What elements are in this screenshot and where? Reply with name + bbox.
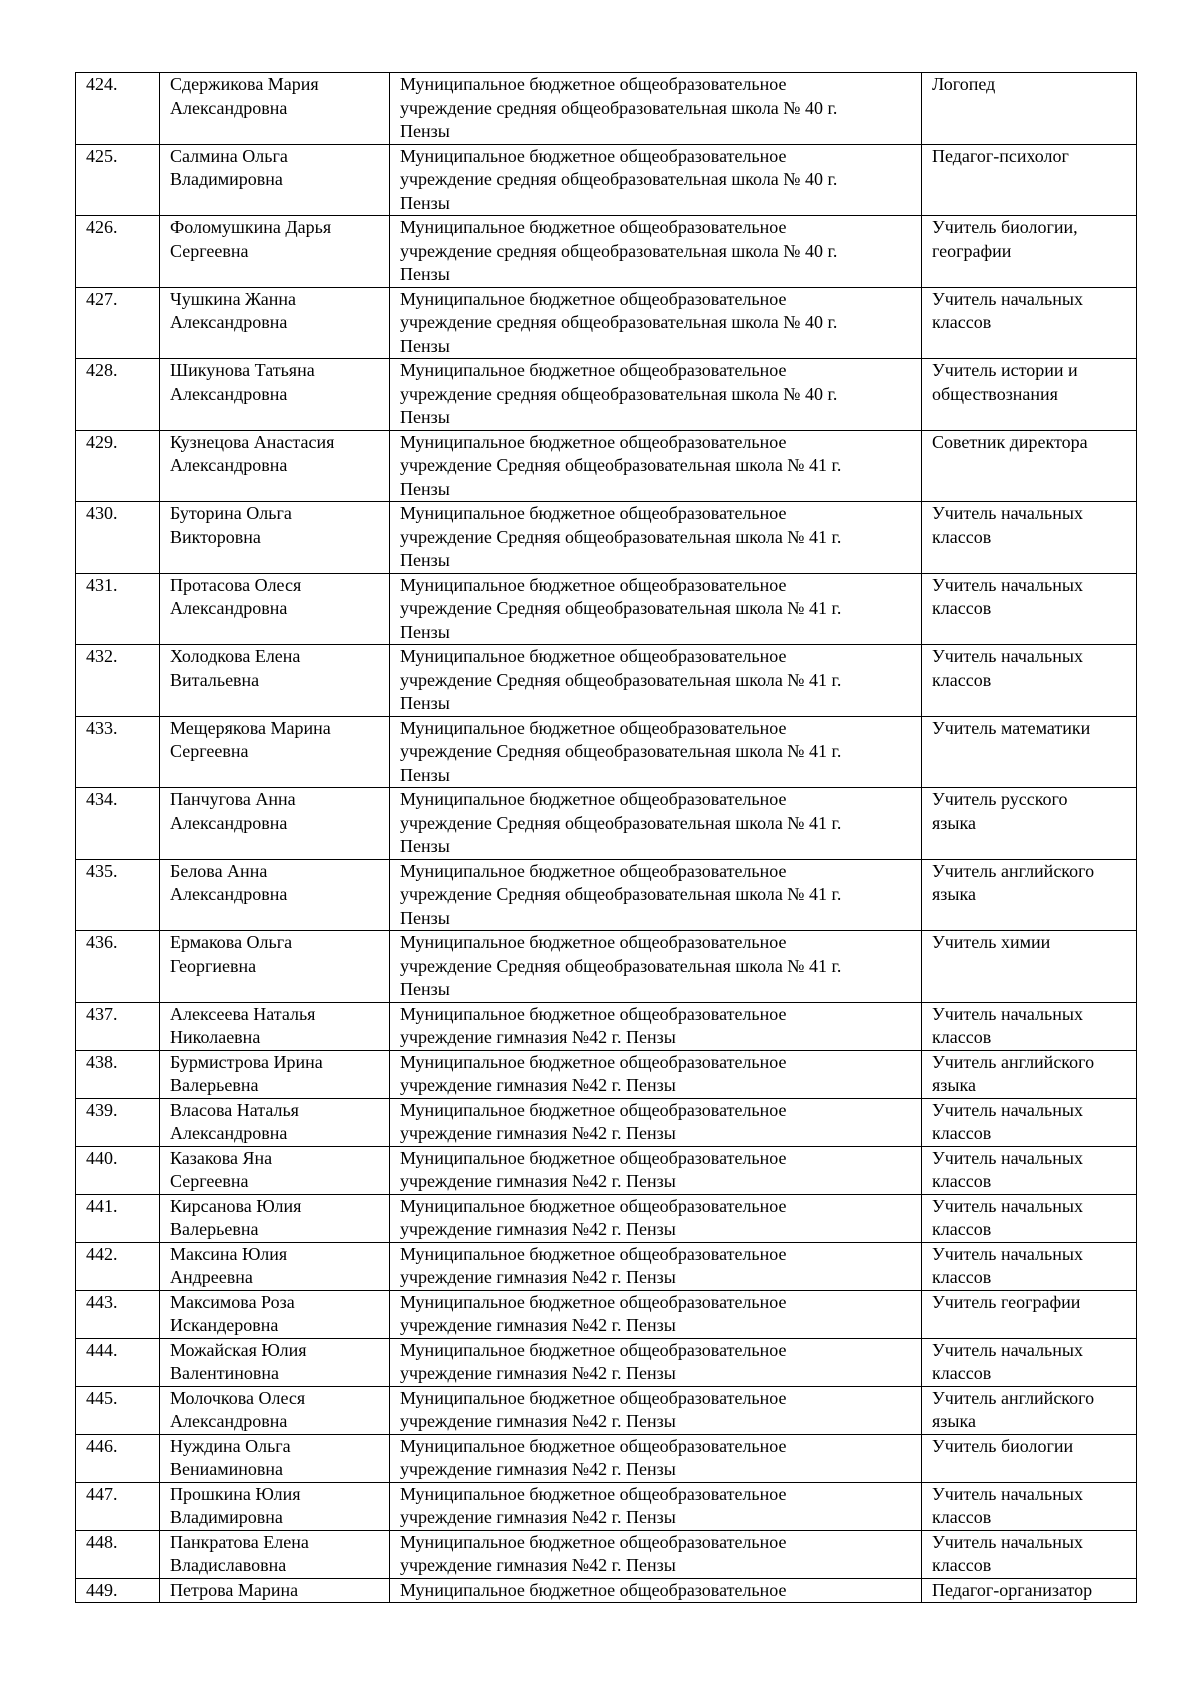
organization-line: Муниципальное бюджетное общеобразовательное — [400, 860, 787, 881]
person-name-line: Прошкина Юлия — [170, 1483, 301, 1504]
person-name-line: Владимировна — [170, 1507, 283, 1527]
organization-line: учреждение гимназия №42 г. Пензы — [400, 1555, 676, 1575]
person-name-line: Витальевна — [170, 669, 260, 690]
row-number: 446. — [76, 1434, 160, 1482]
table-row — [76, 287, 1137, 359]
job-position-line: Учитель химии — [932, 932, 1051, 952]
job-position-line: языка — [932, 1411, 976, 1431]
job-position-line: классов — [932, 1171, 992, 1191]
row-number: 429. — [76, 430, 160, 502]
table-row — [76, 1482, 1137, 1530]
person-name — [160, 1482, 390, 1530]
person-name-line: Панкратова Елена — [170, 1531, 309, 1552]
person-name-line: Максимова Роза — [170, 1291, 295, 1312]
job-position-line: языка — [932, 812, 976, 833]
table-row — [76, 1050, 1137, 1098]
job-position — [922, 573, 1137, 645]
person-name — [160, 1098, 390, 1146]
organization-line: Пензы — [400, 478, 450, 499]
person-name-line: Буторина Ольга — [170, 503, 292, 523]
row-number: 434. — [76, 788, 160, 860]
job-position — [922, 1578, 1137, 1603]
table-row — [76, 788, 1137, 860]
organization-line: Муниципальное бюджетное общеобразовательное — [400, 503, 787, 523]
job-position-line: Учитель начальных — [932, 1531, 1083, 1552]
job-position-line: классов — [932, 526, 992, 547]
organization-line: Муниципальное бюджетное общеобразовательное — [400, 145, 787, 166]
row-number: 427. — [76, 287, 160, 359]
job-position-line: Учитель начальных — [932, 1003, 1083, 1024]
table-row — [76, 1002, 1137, 1050]
job-position — [922, 502, 1137, 574]
job-position-line: Учитель начальных — [932, 1243, 1083, 1264]
job-position-line: Педагог-организатор — [932, 1579, 1093, 1600]
organization — [390, 1386, 922, 1434]
organization-line: учреждение Средняя общеобразовательная школа № 41 г. — [400, 526, 842, 547]
organization-line: учреждение гимназия №42 г. Пензы — [400, 1507, 676, 1527]
job-position-line: Советник директора — [932, 431, 1088, 452]
person-name-line: Кузнецова Анастасия — [170, 431, 335, 452]
organization-line: Муниципальное бюджетное общеобразовательное — [400, 360, 787, 380]
organization — [390, 430, 922, 502]
organization-line: Муниципальное бюджетное общеобразовательное — [400, 1243, 787, 1264]
organization-line: Пензы — [400, 907, 450, 928]
organization — [390, 287, 922, 359]
organization-line: Муниципальное бюджетное общеобразовательное — [400, 1099, 787, 1120]
row-number: 436. — [76, 931, 160, 1003]
table-row — [76, 1146, 1137, 1194]
organization — [390, 1194, 922, 1242]
organization-line: Пензы — [400, 192, 450, 213]
organization-line: учреждение гимназия №42 г. Пензы — [400, 1363, 676, 1383]
table-row — [76, 716, 1137, 788]
person-name — [160, 1242, 390, 1290]
person-name-line: Алексеева Наталья — [170, 1003, 316, 1024]
table-row — [76, 1098, 1137, 1146]
row-number: 426. — [76, 216, 160, 288]
job-position — [922, 1242, 1137, 1290]
organization-line: учреждение средняя общеобразовательная школа № 40 г. — [400, 169, 838, 189]
organization — [390, 1050, 922, 1098]
person-name — [160, 216, 390, 288]
job-position — [922, 144, 1137, 216]
person-name-line: Андреевна — [170, 1267, 253, 1287]
row-number: 445. — [76, 1386, 160, 1434]
person-name — [160, 1002, 390, 1050]
person-name-line: Сергеевна — [170, 1171, 249, 1191]
job-position — [922, 1098, 1137, 1146]
organization — [390, 1434, 922, 1482]
row-number: 430. — [76, 502, 160, 574]
job-position-line: Учитель истории и — [932, 360, 1078, 380]
row-number: 439. — [76, 1098, 160, 1146]
organization-line: Пензы — [400, 550, 450, 570]
organization-line: Муниципальное бюджетное общеобразовательное — [400, 789, 787, 809]
person-name-line: Белова Анна — [170, 860, 268, 881]
job-position-line: языка — [932, 1075, 976, 1095]
organization-line: учреждение средняя общеобразовательная школа № 40 г. — [400, 97, 838, 118]
job-position — [922, 716, 1137, 788]
job-position — [922, 1338, 1137, 1386]
organization-line: Муниципальное бюджетное общеобразовательное — [400, 1579, 787, 1600]
person-name — [160, 1578, 390, 1603]
organization-line: Муниципальное бюджетное общеобразовательное — [400, 574, 787, 595]
person-name-line: Власова Наталья — [170, 1099, 299, 1120]
row-number: 438. — [76, 1050, 160, 1098]
row-number: 443. — [76, 1290, 160, 1338]
table-row — [76, 1434, 1137, 1482]
person-name — [160, 859, 390, 931]
person-name — [160, 1530, 390, 1578]
organization-line: учреждение Средняя общеобразовательная школа № 41 г. — [400, 598, 842, 618]
person-name — [160, 1338, 390, 1386]
person-name-line: Фоломушкина Дарья — [170, 217, 332, 237]
person-name-line: Александровна — [170, 598, 288, 618]
organization-line: учреждение Средняя общеобразовательная школа № 41 г. — [400, 669, 842, 690]
person-name-line: Владиславовна — [170, 1555, 287, 1575]
job-position-line: языка — [932, 884, 976, 904]
job-position — [922, 73, 1137, 145]
job-position-line: Педагог-психолог — [932, 145, 1069, 166]
row-number: 442. — [76, 1242, 160, 1290]
organization-line: учреждение Средняя общеобразовательная школа № 41 г. — [400, 884, 842, 904]
person-name-line: Мещерякова Марина — [170, 717, 331, 738]
person-name — [160, 645, 390, 717]
job-position-line: Учитель начальных — [932, 574, 1083, 595]
person-name-line: Панчугова Анна — [170, 789, 296, 809]
staff-table — [75, 72, 1137, 1603]
job-position-line: классов — [932, 1267, 992, 1287]
row-number: 448. — [76, 1530, 160, 1578]
table-row — [76, 1338, 1137, 1386]
job-position-line: Учитель начальных — [932, 646, 1083, 666]
person-name-line: Валентиновна — [170, 1363, 280, 1383]
job-position — [922, 1482, 1137, 1530]
person-name-line: Викторовна — [170, 526, 261, 547]
person-name-line: Молочкова Олеся — [170, 1387, 306, 1408]
organization — [390, 645, 922, 717]
organization-line: Пензы — [400, 335, 450, 356]
job-position — [922, 359, 1137, 431]
person-name-line: Холодкова Елена — [170, 646, 301, 666]
organization-line: учреждение гимназия №42 г. Пензы — [400, 1171, 676, 1191]
person-name-line: Чушкина Жанна — [170, 288, 296, 309]
row-number: 428. — [76, 359, 160, 431]
organization-line: Пензы — [400, 764, 450, 785]
person-name — [160, 1290, 390, 1338]
organization-line: учреждение гимназия №42 г. Пензы — [400, 1459, 676, 1479]
person-name-line: Можайская Юлия — [170, 1339, 307, 1360]
organization — [390, 1482, 922, 1530]
job-position — [922, 1290, 1137, 1338]
organization-line: учреждение Средняя общеобразовательная школа № 41 г. — [400, 812, 842, 833]
organization-line: Муниципальное бюджетное общеобразовательное — [400, 431, 787, 452]
table-row — [76, 1290, 1137, 1338]
organization-line: учреждение Средняя общеобразовательная школа № 41 г. — [400, 455, 842, 475]
organization-line: Пензы — [400, 121, 450, 141]
job-position-line: классов — [932, 669, 992, 690]
person-name — [160, 1146, 390, 1194]
person-name-line: Николаевна — [170, 1027, 261, 1047]
organization-line: Муниципальное бюджетное общеобразовательное — [400, 1339, 787, 1360]
organization — [390, 931, 922, 1003]
row-number: 444. — [76, 1338, 160, 1386]
organization — [390, 1530, 922, 1578]
organization-line: учреждение средняя общеобразовательная школа № 40 г. — [400, 312, 838, 332]
organization — [390, 1146, 922, 1194]
job-position-line: классов — [932, 598, 992, 618]
organization — [390, 1098, 922, 1146]
job-position-line: классов — [932, 1123, 992, 1143]
job-position-line: классов — [932, 312, 992, 332]
job-position-line: классов — [932, 1363, 992, 1383]
table-row — [76, 216, 1137, 288]
job-position-line: Учитель начальных — [932, 288, 1083, 309]
person-name-line: Александровна — [170, 312, 288, 332]
job-position — [922, 859, 1137, 931]
organization — [390, 1578, 922, 1603]
organization-line: Муниципальное бюджетное общеобразовательное — [400, 1147, 787, 1168]
person-name — [160, 502, 390, 574]
organization — [390, 359, 922, 431]
job-position — [922, 645, 1137, 717]
organization-line: учреждение Средняя общеобразовательная школа № 41 г. — [400, 741, 842, 761]
table-row — [76, 1386, 1137, 1434]
job-position — [922, 788, 1137, 860]
person-name — [160, 1050, 390, 1098]
table-row — [76, 73, 1137, 145]
person-name-line: Вениаминовна — [170, 1459, 284, 1479]
organization-line: Муниципальное бюджетное общеобразовательное — [400, 1051, 787, 1072]
organization-line: Муниципальное бюджетное общеобразовательное — [400, 288, 787, 309]
organization-line: Муниципальное бюджетное общеобразовательное — [400, 1387, 787, 1408]
organization — [390, 1002, 922, 1050]
person-name-line: Валерьевна — [170, 1219, 259, 1239]
organization-line: учреждение гимназия №42 г. Пензы — [400, 1027, 676, 1047]
organization-line: Пензы — [400, 264, 450, 284]
organization-line: учреждение гимназия №42 г. Пензы — [400, 1075, 676, 1095]
person-name-line: Александровна — [170, 1411, 288, 1431]
person-name-line: Шикунова Татьяна — [170, 360, 315, 380]
person-name — [160, 73, 390, 145]
person-name-line: Протасова Олеся — [170, 574, 302, 595]
organization-line: Пензы — [400, 836, 450, 856]
job-position-line: Учитель русского — [932, 789, 1068, 809]
person-name-line: Казакова Яна — [170, 1147, 273, 1168]
job-position — [922, 1050, 1137, 1098]
row-number: 437. — [76, 1002, 160, 1050]
person-name-line: Нуждина Ольга — [170, 1435, 291, 1456]
person-name — [160, 788, 390, 860]
person-name — [160, 144, 390, 216]
person-name — [160, 1194, 390, 1242]
organization — [390, 502, 922, 574]
row-number: 433. — [76, 716, 160, 788]
row-number: 435. — [76, 859, 160, 931]
job-position-line: Учитель начальных — [932, 1339, 1083, 1360]
row-number: 440. — [76, 1146, 160, 1194]
organization — [390, 859, 922, 931]
person-name-line: Салмина Ольга — [170, 145, 288, 166]
organization-line: учреждение средняя общеобразовательная школа № 40 г. — [400, 240, 838, 261]
organization-line: Муниципальное бюджетное общеобразовательное — [400, 1291, 787, 1312]
person-name — [160, 359, 390, 431]
organization — [390, 144, 922, 216]
job-position-line: Учитель начальных — [932, 503, 1083, 523]
row-number: 441. — [76, 1194, 160, 1242]
organization — [390, 73, 922, 145]
organization-line: Пензы — [400, 407, 450, 427]
organization-line: Муниципальное бюджетное общеобразовательное — [400, 717, 787, 738]
job-position — [922, 1434, 1137, 1482]
person-name-line: Ермакова Ольга — [170, 932, 293, 952]
row-number: 447. — [76, 1482, 160, 1530]
person-name — [160, 716, 390, 788]
job-position-line: Учитель биологии — [932, 1435, 1074, 1456]
job-position-line: Учитель начальных — [932, 1147, 1083, 1168]
row-number: 431. — [76, 573, 160, 645]
job-position-line: Учитель начальных — [932, 1483, 1083, 1504]
organization-line: Муниципальное бюджетное общеобразовательное — [400, 932, 787, 952]
person-name-line: Сергеевна — [170, 741, 249, 761]
table-row — [76, 1242, 1137, 1290]
job-position — [922, 1530, 1137, 1578]
person-name — [160, 287, 390, 359]
table-row — [76, 359, 1137, 431]
table-row — [76, 1194, 1137, 1242]
organization-line: Пензы — [400, 621, 450, 642]
row-number: 449. — [76, 1578, 160, 1603]
person-name-line: Валерьевна — [170, 1075, 259, 1095]
person-name-line: Кирсанова Юлия — [170, 1195, 302, 1216]
organization — [390, 1290, 922, 1338]
organization-line: Муниципальное бюджетное общеобразовательное — [400, 74, 787, 94]
person-name-line: Петрова Марина — [170, 1579, 299, 1600]
organization — [390, 573, 922, 645]
person-name — [160, 573, 390, 645]
organization-line: Муниципальное бюджетное общеобразовательное — [400, 1195, 787, 1216]
person-name-line: Сергеевна — [170, 240, 249, 261]
person-name-line: Александровна — [170, 884, 288, 904]
table-row — [76, 502, 1137, 574]
organization-line: учреждение гимназия №42 г. Пензы — [400, 1219, 676, 1239]
table-row — [76, 1530, 1137, 1578]
organization-line: Пензы — [400, 979, 450, 999]
person-name-line: Александровна — [170, 812, 288, 833]
person-name-line: Александровна — [170, 1123, 288, 1143]
job-position-line: Учитель английского — [932, 860, 1095, 881]
organization-line: Пензы — [400, 693, 450, 713]
organization-line: учреждение средняя общеобразовательная школа № 40 г. — [400, 383, 838, 404]
job-position-line: Учитель географии — [932, 1291, 1081, 1312]
person-name — [160, 931, 390, 1003]
organization — [390, 716, 922, 788]
organization-line: учреждение гимназия №42 г. Пензы — [400, 1411, 676, 1431]
job-position-line: географии — [932, 240, 1012, 261]
job-position — [922, 287, 1137, 359]
table-row — [76, 573, 1137, 645]
organization-line: Муниципальное бюджетное общеобразовательное — [400, 1435, 787, 1456]
organization-line: учреждение Средняя общеобразовательная школа № 41 г. — [400, 955, 842, 976]
table-row — [76, 1578, 1137, 1603]
organization — [390, 1242, 922, 1290]
organization — [390, 788, 922, 860]
organization — [390, 1338, 922, 1386]
job-position-line: Учитель начальных — [932, 1195, 1083, 1216]
job-position-line: Логопед — [932, 74, 996, 94]
job-position — [922, 430, 1137, 502]
table-row — [76, 430, 1137, 502]
person-name-line: Сдержикова Мария — [170, 74, 319, 94]
organization-line: Муниципальное бюджетное общеобразовательное — [400, 1003, 787, 1024]
job-position-line: Учитель английского — [932, 1387, 1095, 1408]
job-position-line: классов — [932, 1507, 992, 1527]
person-name — [160, 1434, 390, 1482]
job-position — [922, 216, 1137, 288]
person-name-line: Искандеровна — [170, 1315, 279, 1335]
job-position-line: обществознания — [932, 383, 1058, 404]
row-number: 425. — [76, 144, 160, 216]
person-name-line: Александровна — [170, 97, 288, 118]
person-name-line: Владимировна — [170, 169, 283, 189]
job-position-line: Учитель начальных — [932, 1099, 1083, 1120]
job-position — [922, 1194, 1137, 1242]
organization-line: учреждение гимназия №42 г. Пензы — [400, 1267, 676, 1287]
job-position — [922, 1146, 1137, 1194]
organization — [390, 216, 922, 288]
organization-line: учреждение гимназия №42 г. Пензы — [400, 1123, 676, 1143]
table-row — [76, 859, 1137, 931]
organization-line: Муниципальное бюджетное общеобразовательное — [400, 646, 787, 666]
table-row — [76, 645, 1137, 717]
organization-line: Муниципальное бюджетное общеобразовательное — [400, 1483, 787, 1504]
person-name-line: Георгиевна — [170, 955, 257, 976]
person-name — [160, 1386, 390, 1434]
table-row — [76, 931, 1137, 1003]
organization-line: Муниципальное бюджетное общеобразовательное — [400, 217, 787, 237]
table-row — [76, 144, 1137, 216]
job-position — [922, 1386, 1137, 1434]
row-number: 432. — [76, 645, 160, 717]
person-name-line: Александровна — [170, 455, 288, 475]
job-position-line: Учитель биологии, — [932, 217, 1078, 237]
job-position-line: классов — [932, 1555, 992, 1575]
job-position-line: Учитель математики — [932, 717, 1091, 738]
job-position-line: Учитель английского — [932, 1051, 1095, 1072]
job-position — [922, 1002, 1137, 1050]
person-name-line: Максина Юлия — [170, 1243, 288, 1264]
job-position-line: классов — [932, 1219, 992, 1239]
person-name-line: Бурмистрова Ирина — [170, 1051, 323, 1072]
job-position — [922, 931, 1137, 1003]
row-number: 424. — [76, 73, 160, 145]
person-name-line: Александровна — [170, 383, 288, 404]
person-name — [160, 430, 390, 502]
staff-table-body — [76, 73, 1137, 1603]
organization-line: учреждение гимназия №42 г. Пензы — [400, 1315, 676, 1335]
organization-line: Муниципальное бюджетное общеобразовательное — [400, 1531, 787, 1552]
job-position-line: классов — [932, 1027, 992, 1047]
